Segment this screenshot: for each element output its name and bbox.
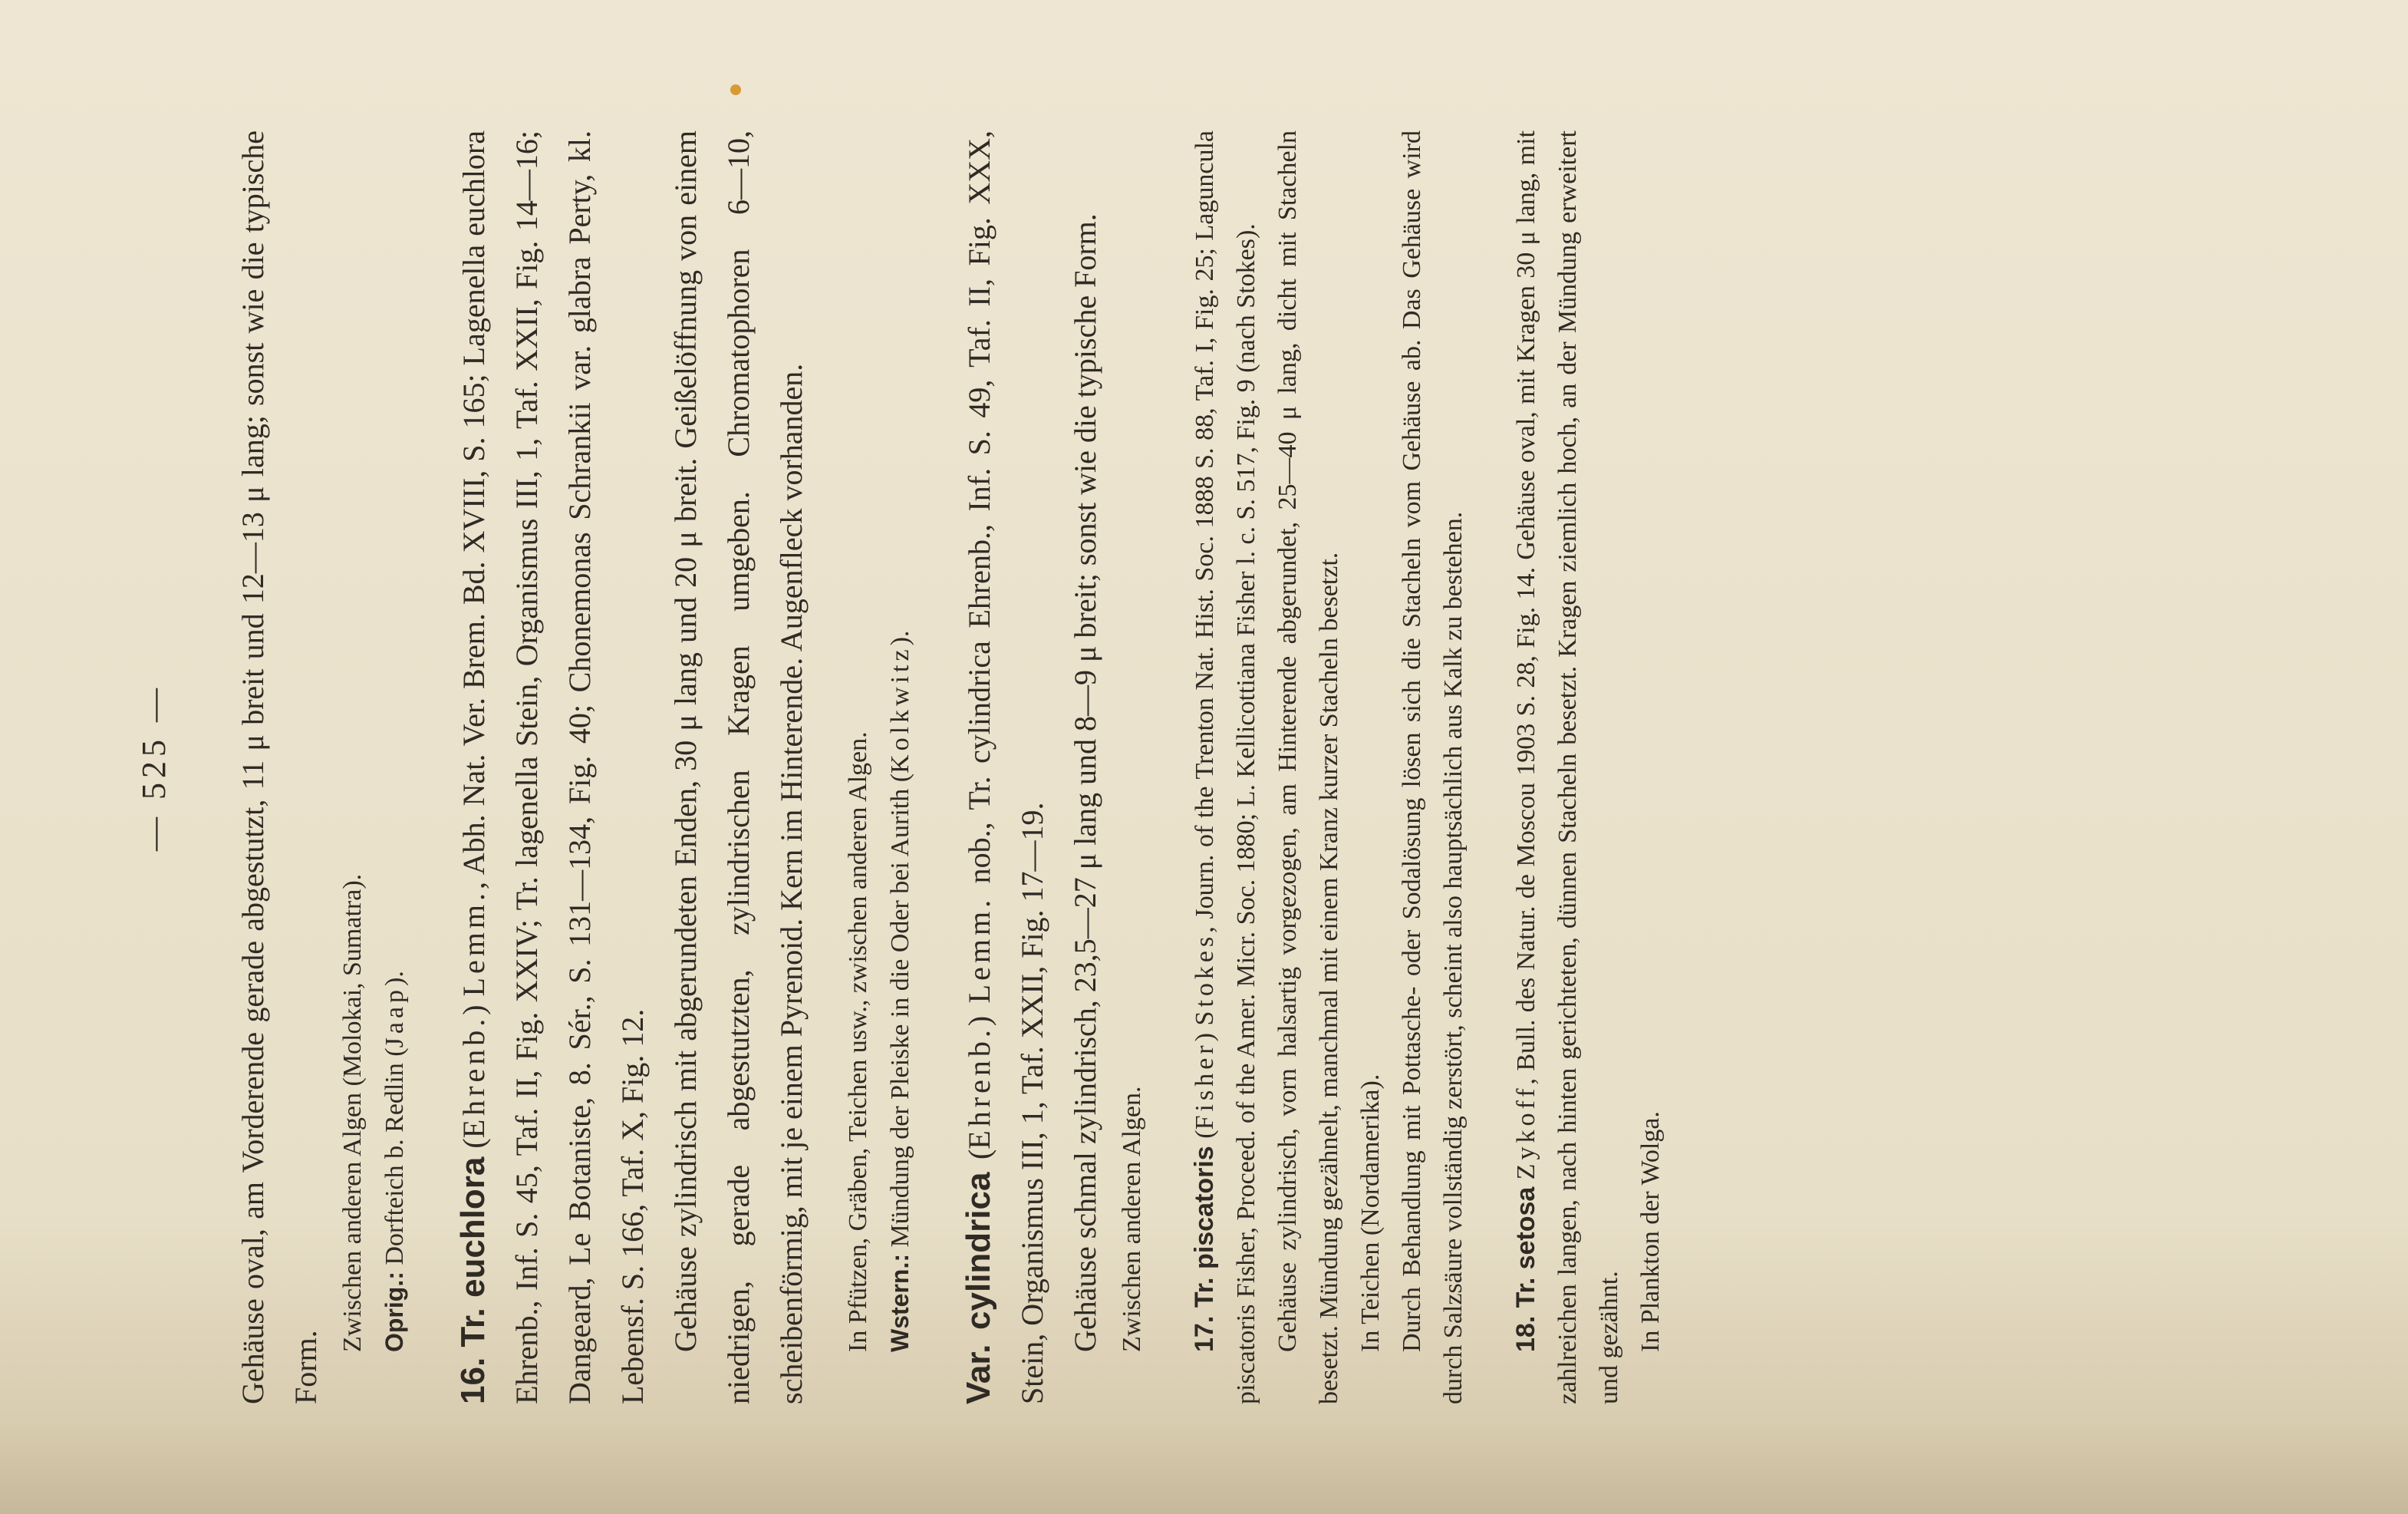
- text-run: ): [456, 996, 491, 1015]
- text-run: , Bull. des Natur. de Moscou 1903 S. 28, Fig. 14. Gehäuse oval, mit Kragen 30 μ lang, mit zahlreichen langen, nach hinten gerichteten, dünnen Stacheln besetzt. Kragen ziemlich hoch, an der Mündung erweitert und gezähnt.: [1512, 130, 1623, 1404]
- text-run: (: [456, 1138, 491, 1157]
- text-run: In Plankton der Wolga.: [1636, 1111, 1665, 1352]
- page-number: — 525 —: [135, 684, 173, 851]
- paragraph: [226, 130, 332, 1404]
- paragraph: [1267, 130, 1350, 1404]
- text-run: ): [1191, 1025, 1219, 1042]
- habitat-note: [1350, 130, 1392, 1404]
- text-run: Zwischen anderen Algen.: [1118, 1086, 1146, 1352]
- text-run: ): [962, 1003, 996, 1027]
- text-run: Gehäuse zylindrisch mit abgerundeten Enden, 30 μ lang und 20 μ breit. Geißelöffnung von einem niedrigen, gerade abgestutzten, zylindrischen Kragen umgeben. Chromatophoren 6—10, scheibenförmig, mit je einem Pyrenoid. Kern im Hinterende. Augenfleck vorhanden.: [668, 130, 809, 1404]
- text-run: Durch Behandlung mit Pottasche- oder Sodalösung lösen sich die Stacheln vom Gehäuse ab. Das Gehäuse wird durch Salzsäure vollständig zerstört, scheint also hauptsächlich aus Kalk zu bestehen.: [1398, 130, 1468, 1404]
- text-run: Gehäuse oval, am Vorderende gerade abgestutzt, 11 μ breit und 12—13 μ lang; sonst wie die typische Form.: [236, 130, 323, 1404]
- habitat-note: [1630, 130, 1672, 1404]
- text-run: Gehäuse schmal zylindrisch, 23,5—27 μ lang und 8—9 μ breit; sonst wie die typische Form.: [1068, 213, 1102, 1352]
- rotated-page-content: [88, 84, 2313, 1450]
- text-run: Mündung der Pleiske in die Oder bei Aurith (: [886, 773, 914, 1254]
- text-run: Gehäuse zylindrisch, vorn halsartig vorgezogen, am Hinterende abgerundet, 25—40 μ lang, dicht mit Stacheln besetzt. Mündung gezähnelt, manchmal mit einem Kranz kurzer Stacheln besetzt.: [1273, 130, 1343, 1404]
- species-heading-euchlora: [446, 130, 659, 1404]
- locality-note: [374, 130, 416, 1404]
- text-run: ).: [380, 971, 409, 986]
- text-run: (: [962, 1149, 996, 1173]
- habitat-note: [838, 130, 879, 1404]
- text-run: ).: [886, 630, 914, 646]
- variety-heading-cylindrica: [952, 130, 1059, 1404]
- author-name: Jaap: [380, 985, 409, 1048]
- species-name: 16. Tr. euchlora: [454, 1156, 492, 1404]
- paragraph: [1059, 130, 1112, 1404]
- page-text: [226, 130, 1672, 1404]
- text-run: , Abh. Nat. Ver. Brem. Bd. XVIII, S. 165; Lagenella euchlora Ehrenb., Inf. S. 45, Taf. II, Fig. XXIV; Tr. lagenella Stein, Organismus III, 1, Taf. XXII, Fig. 14—16; Dangeard, Le Botaniste, 8. Sér., S. 131—134, Fig. 40; Chonemonas Schrankii var. glabra Perty, kl. Lebensf. S. 166, Taf. X, Fig. 12.: [456, 130, 650, 1404]
- text-run: In Teichen (Nordamerika).: [1356, 1074, 1385, 1352]
- text-run: (: [1191, 1130, 1219, 1146]
- text-run: Dorfteich b. Redlin (: [380, 1047, 409, 1272]
- region-label: Wstern.:: [886, 1254, 914, 1352]
- text-run: , Journ. of the Trenton Nat. Hist. Soc. 1888 S. 88, Taf. I, Fig. 25; Laguncula piscatoris Fisher, Proceed. of the Amer. Micr. Soc. 1880; L. Kellicottiana Fisher l. c. S. 517, Fig. 9 (nach Stokes).: [1191, 130, 1260, 1404]
- species-heading-setosa: [1505, 130, 1630, 1404]
- author-name: Ehrenb.: [456, 1014, 491, 1139]
- author-name: Fisher: [1191, 1041, 1219, 1130]
- text-run: In Pfützen, Gräben, Teichen usw., zwischen anderen Algen.: [844, 731, 872, 1352]
- author-name: Lemm.: [456, 889, 491, 997]
- species-name: 18. Tr. setosa: [1511, 1186, 1540, 1352]
- species-name: Var. cylindrica: [960, 1172, 997, 1404]
- paragraph: [1392, 130, 1474, 1404]
- text-run: nob., Tr. cylindrica Ehrenb., Inf. S. 49, Taf. II, Fig. XXX, Stein, Organismus III, 1, Taf. XXII, Fig. 17—19.: [962, 130, 1049, 1404]
- paragraph: [659, 130, 818, 1404]
- text-run: [1512, 1179, 1540, 1186]
- author-name: Stokes: [1191, 932, 1219, 1026]
- author-name: Zykoff: [1512, 1084, 1540, 1180]
- species-heading-piscatoris: [1184, 130, 1267, 1404]
- species-name: 17. Tr. piscatoris: [1190, 1146, 1219, 1352]
- habitat-note: [1112, 130, 1153, 1404]
- text-run: Zwischen anderen Algen (Molokai, Sumatra).: [338, 873, 367, 1352]
- habitat-note: [332, 130, 374, 1404]
- region-label: Oprig.:: [380, 1272, 408, 1352]
- author-name: Kolkwitz: [886, 645, 914, 773]
- author-name: Ehrenb.: [962, 1026, 996, 1150]
- author-name: Lemm.: [962, 896, 996, 1004]
- locality-note: [879, 130, 921, 1404]
